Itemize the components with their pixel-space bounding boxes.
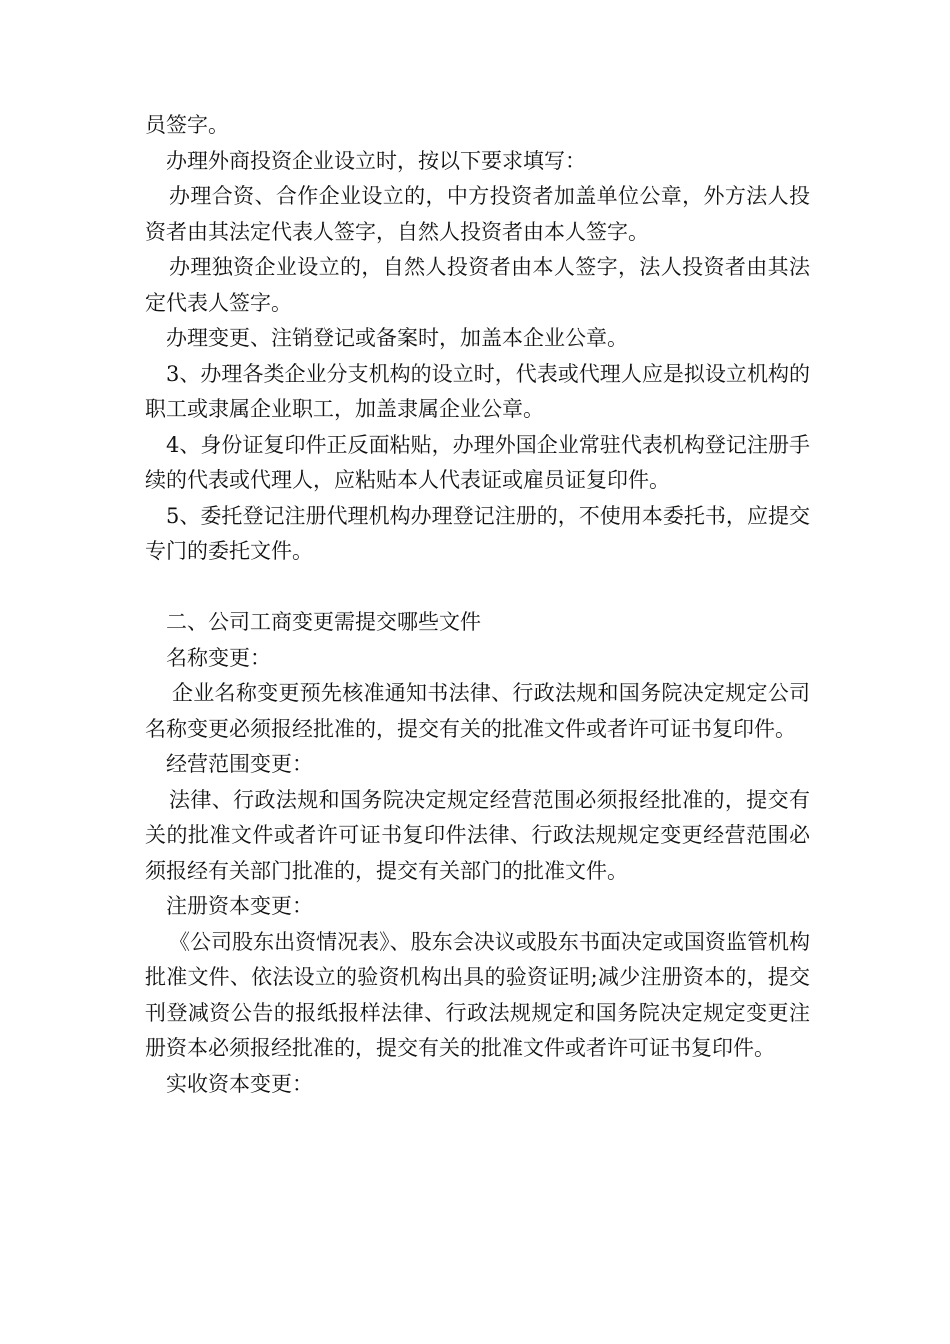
subheading-paid-in-capital-change: 实收资本变更： xyxy=(166,1071,313,1096)
subheading-business-scope-change: 经营范围变更： xyxy=(166,752,313,776)
section-heading: 二、公司工商变更需提交哪些文件 xyxy=(166,610,481,634)
paragraph-change-cancellation: 办理变更、注销登记或备案时，加盖本企业公章。 xyxy=(166,326,628,350)
paragraph-sole-proprietorship: 办理独资企业设立的，自然人投资者由本人签字，法人投资者由其法定代表人签字。 xyxy=(145,255,810,315)
paragraph-business-scope-change: 法律、行政法规和国务院决定规定经营范围必须报经批准的，提交有关的批准文件或者许可证书复印件法律、行政法规规定变更经营范围必须报经有关部门批准的，提交有关部门的批准文件。 xyxy=(145,787,810,883)
paragraph-item-3: 3、办理各类企业分支机构的设立时，代表或代理人应是拟设立机构的职工或隶属企业职工，加盖隶属企业公章。 xyxy=(145,361,810,421)
paragraph-item-4: 4、身份证复印件正反面粘贴，办理外国企业常驻代表机构登记注册手续的代表或代理人，应粘贴本人代表证或雇员证复印件。 xyxy=(145,432,810,492)
paragraph-name-change: 企业名称变更预先核准通知书法律、行政法规和国务院决定规定公司名称变更必须报经批准的，提交有关的批准文件或者许可证书复印件。 xyxy=(145,681,810,741)
subheading-name-change: 名称变更： xyxy=(166,645,271,670)
paragraph-spacer xyxy=(145,570,810,606)
paragraph-foreign-investment-intro: 办理外商投资企业设立时，按以下要求填写： xyxy=(166,148,586,173)
paragraph-registered-capital-change: 《公司股东出资情况表》、股东会决议或股东书面决定或国资监管机构批准文件、依法设立的验资机构出具的验资证明;减少注册资本的，提交刊登减资公告的报纸报样法律、行政法规规定和国务院决定规定变更注册资本必须报经批准的，提交有关的批准文件或者许可证书复印件。 xyxy=(145,929,810,1060)
document-body xyxy=(145,108,810,1102)
subheading-registered-capital-change: 注册资本变更： xyxy=(166,894,313,918)
paragraph-continuation: 员签字。 xyxy=(145,113,229,137)
paragraph-item-5: 5、委托登记注册代理机构办理登记注册的，不使用本委托书，应提交专门的委托文件。 xyxy=(145,503,810,563)
paragraph-joint-venture: 办理合资、合作企业设立的，中方投资者加盖单位公章，外方法人投资者由其法定代表人签字，自然人投资者由本人签字。 xyxy=(145,184,810,244)
